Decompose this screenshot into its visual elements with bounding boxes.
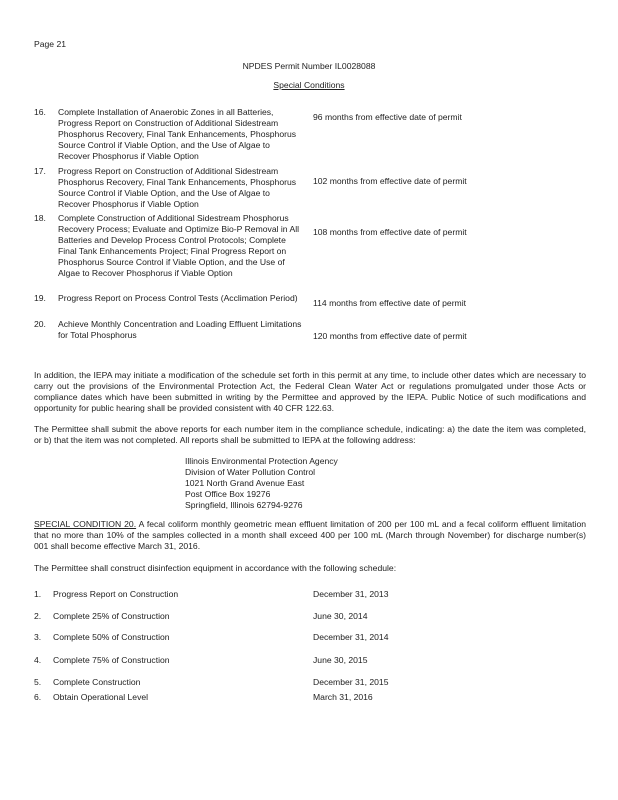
item-due-date: 114 months from effective date of permit [313,298,467,308]
list-item [0,692,618,704]
condition-label: SPECIAL CONDITION 20. [34,519,137,529]
disinfection-intro: The Permittee shall construct disinfection equipment in accordance with the following schedule: [34,563,397,573]
item-due-date: 96 months from effective date of permit [313,112,462,122]
item-number: 18. [34,213,46,223]
list-item-task: Complete 50% of Construction [53,632,170,642]
schedule-item [0,213,618,278]
item-due-date: 102 months from effective date of permit [313,176,467,186]
list-item [0,655,618,667]
item-number: 16. [34,107,46,117]
item-number: 19. [34,293,46,303]
list-item-date: March 31, 2016 [313,692,373,702]
item-description: Progress Report on Construction of Additional Sidestream Phosphorus Recovery, Final Tank Enhancements, Phosphorus Source Control if Viable Option, and the Use of Algae to Recover Phosphorus if Viable Option [58,166,297,209]
schedule-item [0,107,618,161]
list-item-task: Complete 75% of Construction [53,655,170,665]
item-description: Progress Report on Process Control Tests (Acclimation Period) [58,293,298,303]
list-item-date: December 31, 2013 [313,589,389,599]
address-line: Illinois Environmental Protection Agency [185,456,338,466]
list-item [0,611,618,623]
condition-text: A fecal coliform monthly geometric mean effluent limitation of 200 per 100 mL and a fecal coliform effluent limitation that no more than 10% of the samples collected in a month shall exceed 400 per 100 mL (March through November) for discharge number(s) 001 shall become effective March 31, 2016. [34,519,587,551]
mailing-address [185,456,425,511]
list-item-number: 3. [34,632,42,642]
list-item-date: June 30, 2015 [313,655,368,665]
list-item [0,677,618,689]
item-description: Complete Construction of Additional Sidestream Phosphorus Recovery Process; Evaluate and Optimize Bio-P Removal in All Batteries and Develop Process Control Protocols; Complete Final Tank Enhancements Project; Final Progress Report on Phosphorus Source Control if Viable Option, and the Use of Algae to Recover Phosphorus if Viable Option [58,213,300,278]
list-item-number: 2. [34,611,42,621]
item-description: Complete Installation of Anaerobic Zones in all Batteries, Progress Report on Construction of Additional Sidestream Phosphorus Recovery, Final Tank Enhancements, Phosphorus Source Control if Viable Option, and the Use of Algae to Recover Phosphorus if Viable Option [58,107,297,161]
list-item [0,632,618,644]
list-item [0,589,618,601]
list-item-date: June 30, 2014 [313,611,368,621]
list-item-number: 6. [34,692,42,702]
permit-number-heading: NPDES Permit Number IL0028088 [242,61,376,71]
list-item-number: 4. [34,655,42,665]
item-description: Achieve Monthly Concentration and Loading Effluent Limitations for Total Phosphorus [58,319,302,340]
schedule-item [0,293,618,315]
list-item-task: Obtain Operational Level [53,692,149,702]
address-line: Springfield, Illinois 62794-9276 [185,500,303,510]
item-number: 20. [34,319,46,329]
item-due-date: 120 months from effective date of permit [313,331,467,341]
special-condition-20 [34,519,586,552]
list-item-task: Complete 25% of Construction [53,611,170,621]
item-number: 17. [34,166,46,176]
page-number: Page 21 [34,39,67,49]
address-line: Post Office Box 19276 [185,489,271,499]
list-item-number: 5. [34,677,42,687]
modification-paragraph: In addition, the IEPA may initiate a modification of the schedule set forth in this permit at any time, to include other dates which are necessary to carry out the provisions of the Environmental Protection Act, the Federal Clean Water Act or regulations promulgated under those Acts or compliance dates which have been submitted in writing by the Permittee and approved by the IEPA. Public Notice of such modifications and opportunity for public hearing shall be provided consistent with 40 CFR 122.63. [34,370,586,413]
schedule-item [0,319,618,341]
item-due-date: 108 months from effective date of permit [313,227,467,237]
report-submission-paragraph: The Permittee shall submit the above reports for each number item in the compliance schedule, indicating: a) the date the item was completed, or b) that the item was not completed. All reports shall be submitted to IEPA at the following address: [34,424,586,445]
list-item-date: December 31, 2015 [313,677,389,687]
list-item-number: 1. [34,589,42,599]
schedule-item [0,166,618,209]
list-item-task: Progress Report on Construction [53,589,179,599]
address-line: 1021 North Grand Avenue East [185,478,305,488]
list-item-task: Complete Construction [53,677,141,687]
address-line: Division of Water Pollution Control [185,467,316,477]
list-item-date: December 31, 2014 [313,632,389,642]
section-title: Special Conditions [273,80,345,90]
